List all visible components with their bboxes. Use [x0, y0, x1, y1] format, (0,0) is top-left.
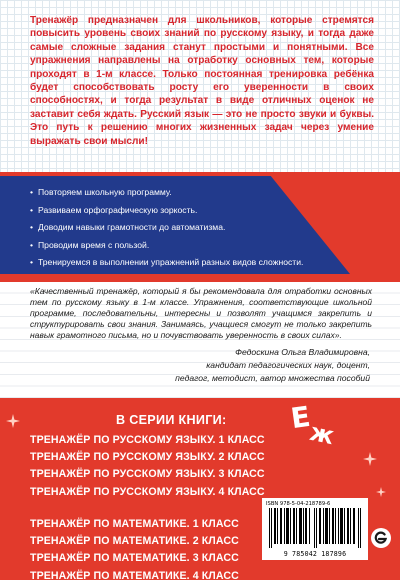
series-item: ТРЕНАЖЁР ПО РУССКОМУ ЯЗЫКУ. 1 КЛАСС — [30, 434, 265, 446]
series-item: ТРЕНАЖЁР ПО МАТЕМАТИКЕ. 1 КЛАСС — [30, 518, 239, 530]
series-item: ТРЕНАЖЁР ПО РУССКОМУ ЯЗЫКУ. 2 КЛАСС — [30, 451, 265, 464]
series-item: ТРЕНАЖЁР ПО МАТЕМАТИКЕ. 3 КЛАСС — [30, 552, 239, 565]
quote-degree: кандидат педагогических наук, доцент, — [206, 360, 370, 371]
decorative-letter-e: Е — [288, 399, 313, 436]
benefit-item: • Тренируемся в выполнении упражнений разных видов сложности. — [30, 254, 360, 272]
benefits-list — [30, 184, 360, 272]
benefit-item: • Развиваем орфографическую зоркость. — [30, 202, 360, 220]
series-item: ТРЕНАЖЁР ПО МАТЕМАТИКЕ. 2 КЛАСС — [30, 535, 239, 548]
sparkle-icon — [363, 452, 377, 466]
benefit-item: • Доводим навыки грамотности до автоматизма. — [30, 219, 360, 237]
decorative-letter-zh: ж — [307, 417, 337, 451]
russian-series-list — [30, 432, 265, 501]
sparkle-icon — [376, 487, 386, 497]
quote-author: Федоскина Ольга Владимировна, — [235, 347, 370, 357]
review-quote: «Качественный тренажёр, который я бы рекомендовала для отработки основных тем по русскому языку в 1-м классе. Упражнения, соответствующие школьной программе, последовательны, интересны и позволят учащимся закрепить и структурировать свои знания. Занимаясь, учащиеся смогут не только закрепить навык грамотного письма, но и почувствовать уверенность в своих силах». — [30, 286, 372, 341]
series-item: ТРЕНАЖЁР ПО РУССКОМУ ЯЗЫКУ. 3 КЛАСС — [30, 468, 265, 481]
barcode-bars — [269, 508, 363, 548]
intro-paragraph: Тренажёр предназначен для школьников, которые стремятся повысить уровень своих знаний по русскому языку, и тогда даже самые сложные задания станут простыми и понятными. Все упражнения направлены на отработку основных тем, которые проходят в 1-м классе. Только постоянная тренировка ребёнка будет способствовать росту его уверенности в своих способностях, и тогда результат в виде отличных оценок не заставит себя ждать. Русский язык — это не просто звуки и буквы. Это путь к решению многих жизненных задач через умение выражать свои мысли! — [30, 15, 374, 147]
series-heading: В СЕРИИ КНИГИ: — [116, 413, 227, 427]
publisher-logo-icon — [371, 528, 391, 548]
quote-role: педагог, методист, автор множества пособий — [175, 373, 370, 384]
isbn-label: ISBN 978-5-04-218789-6 — [266, 501, 331, 507]
quote-attribution — [110, 346, 370, 386]
benefit-item: • Повторяем школьную программу. — [30, 184, 360, 202]
math-series-list — [30, 516, 239, 580]
benefit-item: • Проводим время с пользой. — [30, 237, 360, 255]
series-item: ТРЕНАЖЁР ПО МАТЕМАТИКЕ. 4 КЛАСС — [30, 569, 239, 580]
series-item: ТРЕНАЖЁР ПО РУССКОМУ ЯЗЫКУ. 4 КЛАСС — [30, 485, 265, 498]
barcode-digits: 9 785042 187896 — [283, 550, 347, 558]
sparkle-icon — [6, 414, 20, 428]
